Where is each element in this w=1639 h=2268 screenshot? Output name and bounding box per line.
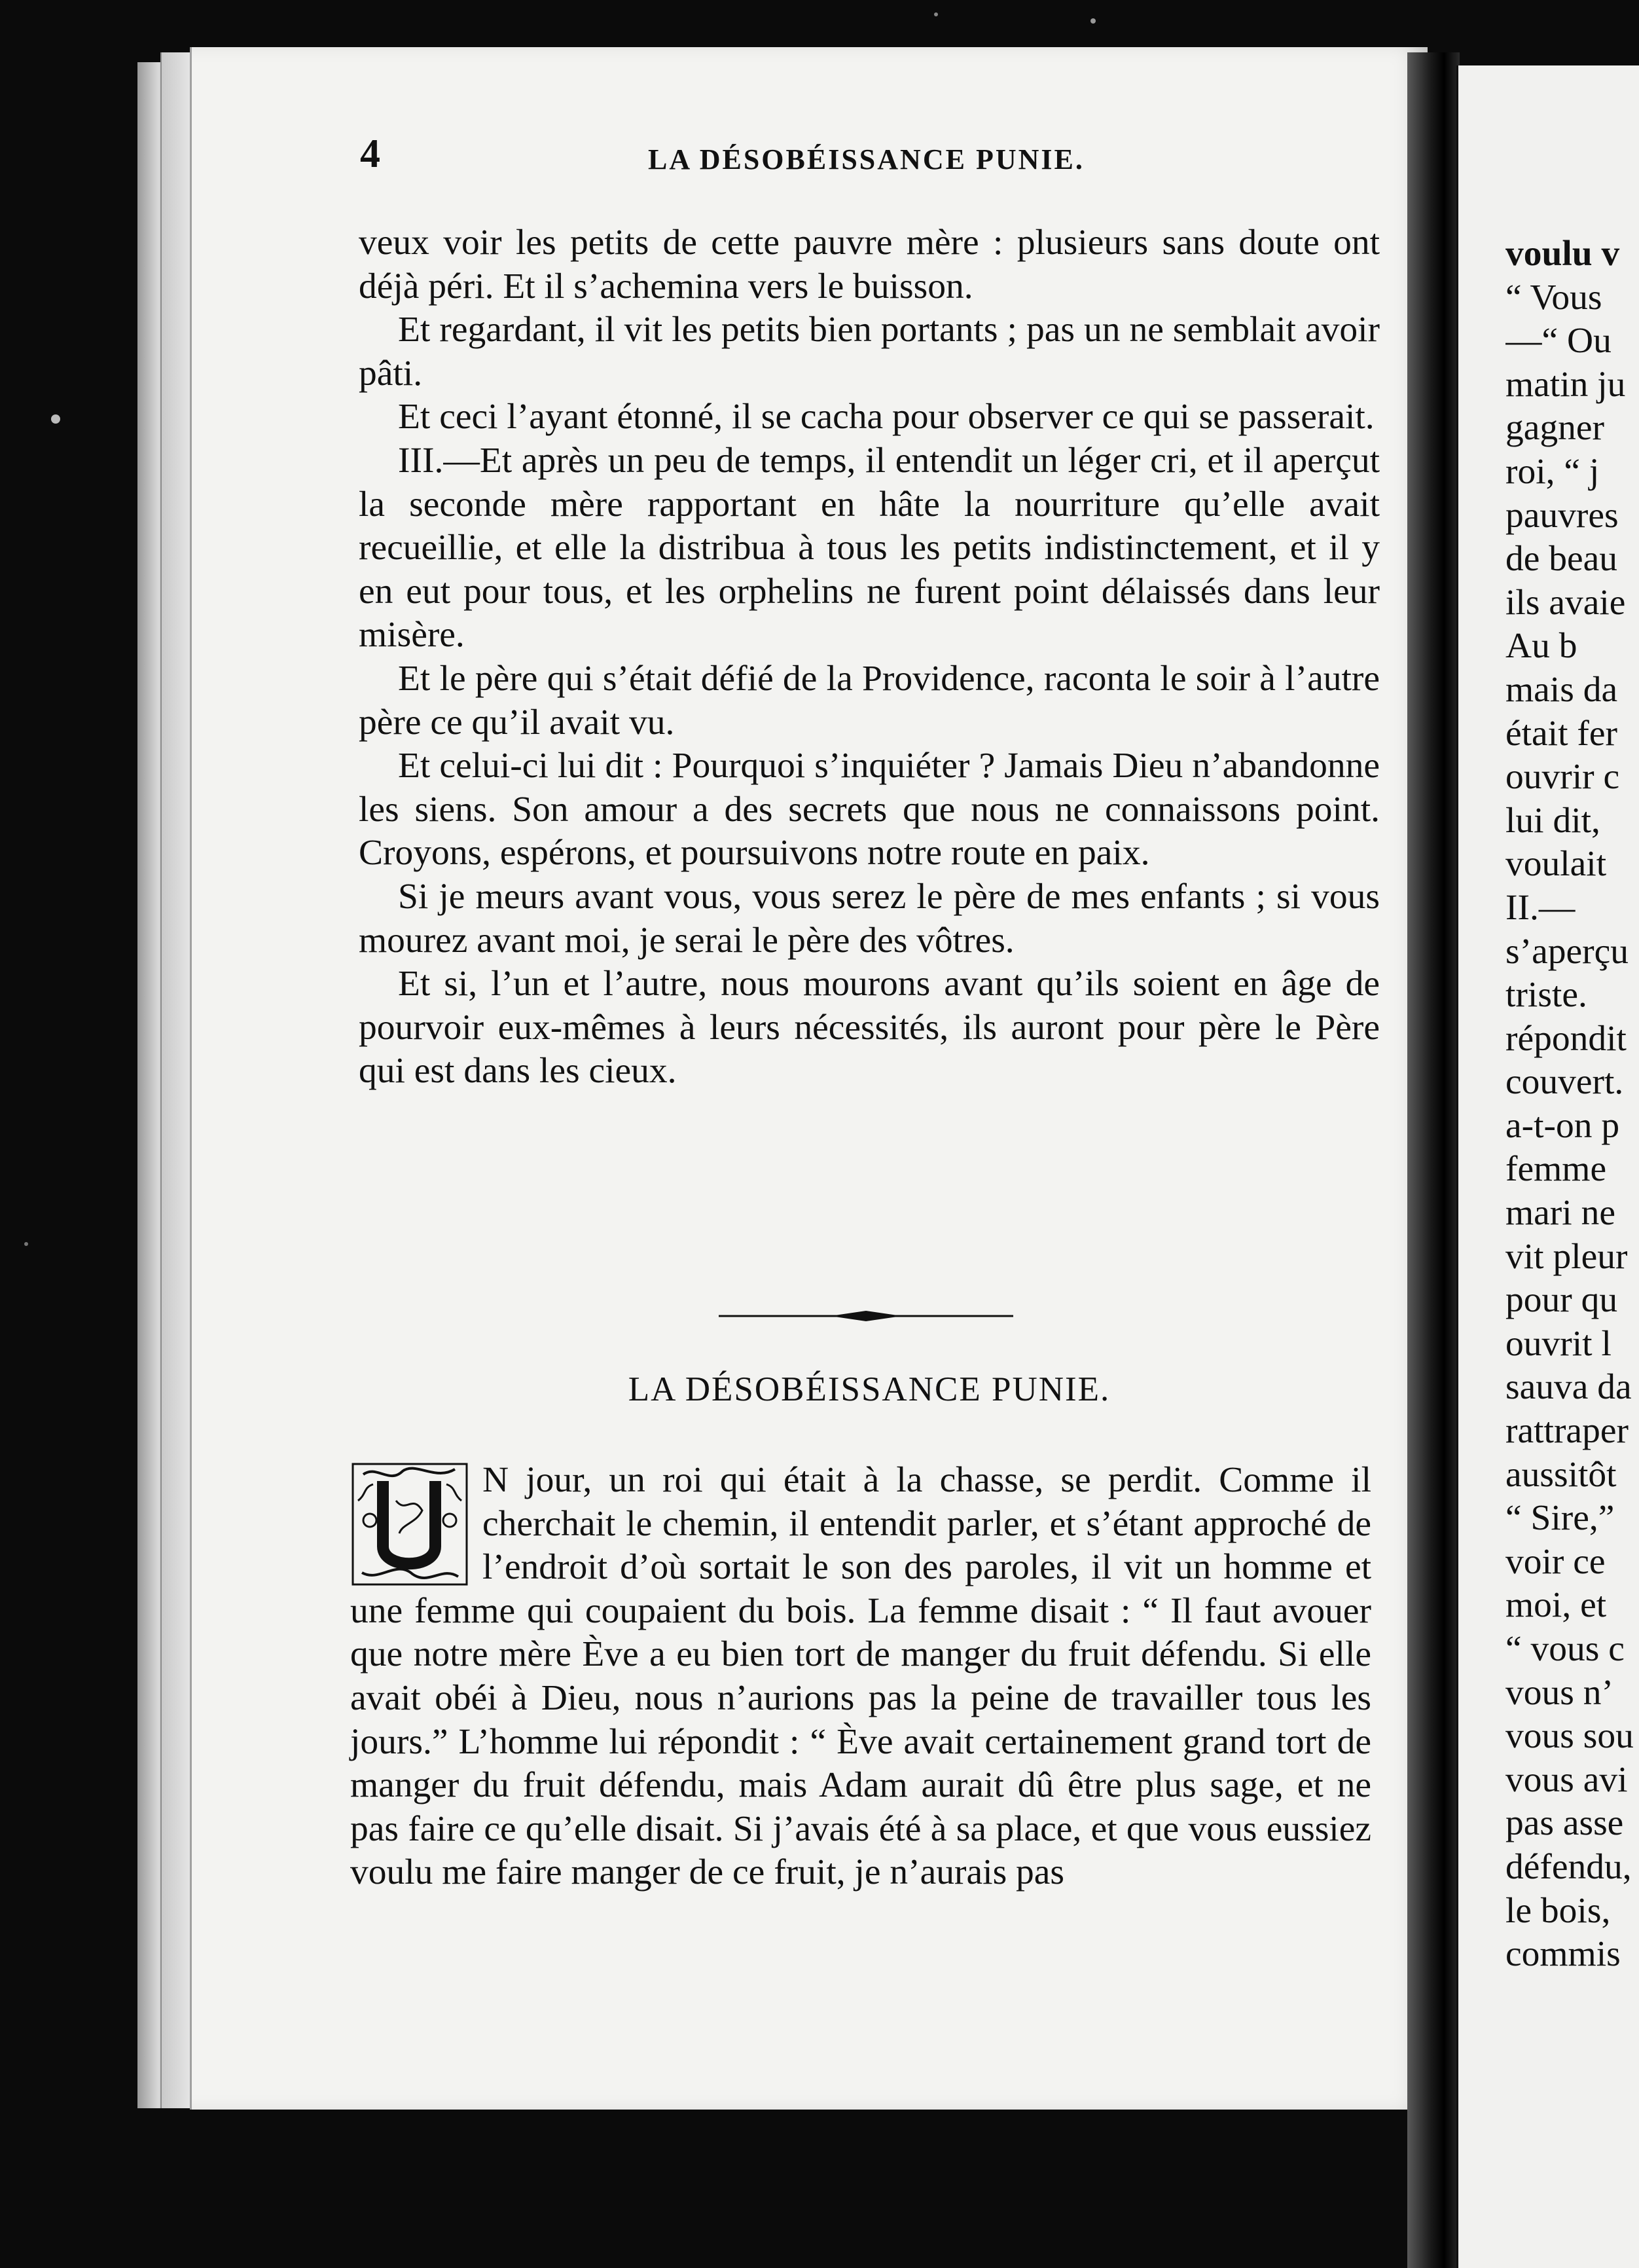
line-fragment: s’aperçu [1505,931,1629,972]
ornamental-divider [719,1303,1013,1329]
story-text: jour, un roi qui était à la chasse, se perdit. Comme il cherchait le chemin, il entendit parler, et s’étant approché de l’endroit d’où sortait le son des paroles, il vit un homme et une femme qui coupaient du bois. La femme disait : “ Il faut avouer que notre mère Ève a eu bien tort de manger du fruit défendu. Si elle avait obéi à Dieu, nous n’aurions pas la peine de travailler tous les jours.” L’homme lui répondit : “ Ève avait certainement grand tort de manger du fruit défendu, mais Adam aurait dû être plus sage, et ne pas faire ce qu’elle disait. Si j’avais été à sa place, et que vous eussiez voulu me faire manger de ce fruit, je n’aurais pas [350,1460,1371,1893]
line-fragment: a-t-on p [1505,1105,1620,1146]
line-fragment: ouvrir c [1505,757,1620,797]
line-fragment: matin ju [1505,364,1626,405]
right-page-text-fragments [1505,232,1639,1977]
paragraph: Et si, l’un et l’autre, nous mourons avant qu’ils soient en âge de pourvoir eux-mêmes à leurs nécessités, ils auront pour père le Père qui est dans les cieux. [359,964,1380,1091]
paragraph: III.—Et après un peu de temps, il entendit un léger cri, et il aperçut la seconde mère rapportant en hâte la nourriture qu’elle avait recueillie, et elle la distribua à tous les petits indistinctement, et il y en eut pour tous, et les orphelins ne furent point délaissés dans leur misère. [359,440,1380,655]
line-fragment: de beau [1505,539,1618,579]
line-fragment: couvert. [1505,1062,1624,1103]
line-fragment: sauva da [1505,1367,1632,1408]
line-fragment: pauvres [1505,495,1619,536]
line-fragment: voulait [1505,844,1607,885]
line-fragment: mari ne [1505,1193,1615,1234]
line-fragment: triste. [1505,975,1587,1015]
line-fragment: vous avi [1505,1759,1628,1800]
line-fragment: défendu, [1505,1846,1632,1887]
paragraph: Et le père qui s’était défié de la Providence, raconta le soir à l’autre père ce qu’il avait vu. [359,658,1380,742]
line-fragment: gagner [1505,408,1604,448]
line-fragment: “ Vous [1505,277,1602,318]
line-fragment: voulu v [1505,234,1620,274]
paragraph: Et regardant, il vit les petits bien portants ; pas un ne semblait avoir pâti. [359,310,1380,393]
paragraph: veux voir les petits de cette pauvre mère : plusieurs sans doute ont déjà péri. Et il s’achemina vers le buisson. [359,223,1380,306]
line-fragment: femme [1505,1149,1607,1190]
line-fragment: vit pleur [1505,1236,1628,1277]
line-fragment: —“ Ou [1505,321,1612,361]
line-fragment: lui dit, [1505,800,1600,841]
story-paragraph [350,1459,1371,1895]
decorated-drop-cap-u [350,1461,469,1587]
page-header [360,131,1381,183]
line-fragment: vous sou [1505,1716,1634,1757]
story-first-letters: N [482,1460,509,1500]
section-title: LA DÉSOBÉISSANCE PUNIE. [628,1370,1111,1408]
line-fragment: II.— [1505,887,1576,928]
page-number: 4 [360,132,380,176]
line-fragment: le bois, [1505,1890,1611,1931]
line-fragment: roi, “ j [1505,451,1600,492]
line-fragment: ouvrit l [1505,1323,1612,1364]
paragraph: Et ceci l’ayant étonné, il se cacha pour observer ce qui se passerait. [398,397,1375,437]
line-fragment: pour qu [1505,1280,1618,1321]
line-fragment: Au b [1505,626,1577,667]
line-fragment: “ vous c [1505,1629,1625,1669]
line-fragment: voir ce [1505,1541,1606,1582]
line-fragment: mais da [1505,669,1618,710]
line-fragment: “ Sire,” [1505,1498,1615,1539]
line-fragment: répondit [1505,1018,1627,1059]
book-gutter [1407,52,1460,2268]
line-fragment: aussitôt [1505,1454,1617,1495]
line-fragment: rattraper [1505,1411,1629,1452]
left-page-text [359,221,1380,1093]
line-fragment: commis [1505,1934,1621,1975]
line-fragment: pas asse [1505,1803,1624,1844]
running-head: LA DÉSOBÉISSANCE PUNIE. [648,143,1085,175]
story-text-block [350,1459,1371,1895]
paragraph: Et celui-ci lui dit : Pourquoi s’inquiéter ? Jamais Dieu n’abandonne les siens. Son amour a des secrets que nous ne connaissons point. Croyons, espérons, et poursuivons notre route en paix. [359,746,1380,873]
line-fragment: était fer [1505,713,1617,754]
line-fragment: moi, et [1505,1585,1607,1626]
line-fragment: ils avaie [1505,582,1626,623]
line-fragment: vous n’ [1505,1672,1613,1713]
paragraph: Si je meurs avant vous, vous serez le père de mes enfants ; si vous mourez avant moi, je serai le père des vôtres. [359,876,1380,960]
